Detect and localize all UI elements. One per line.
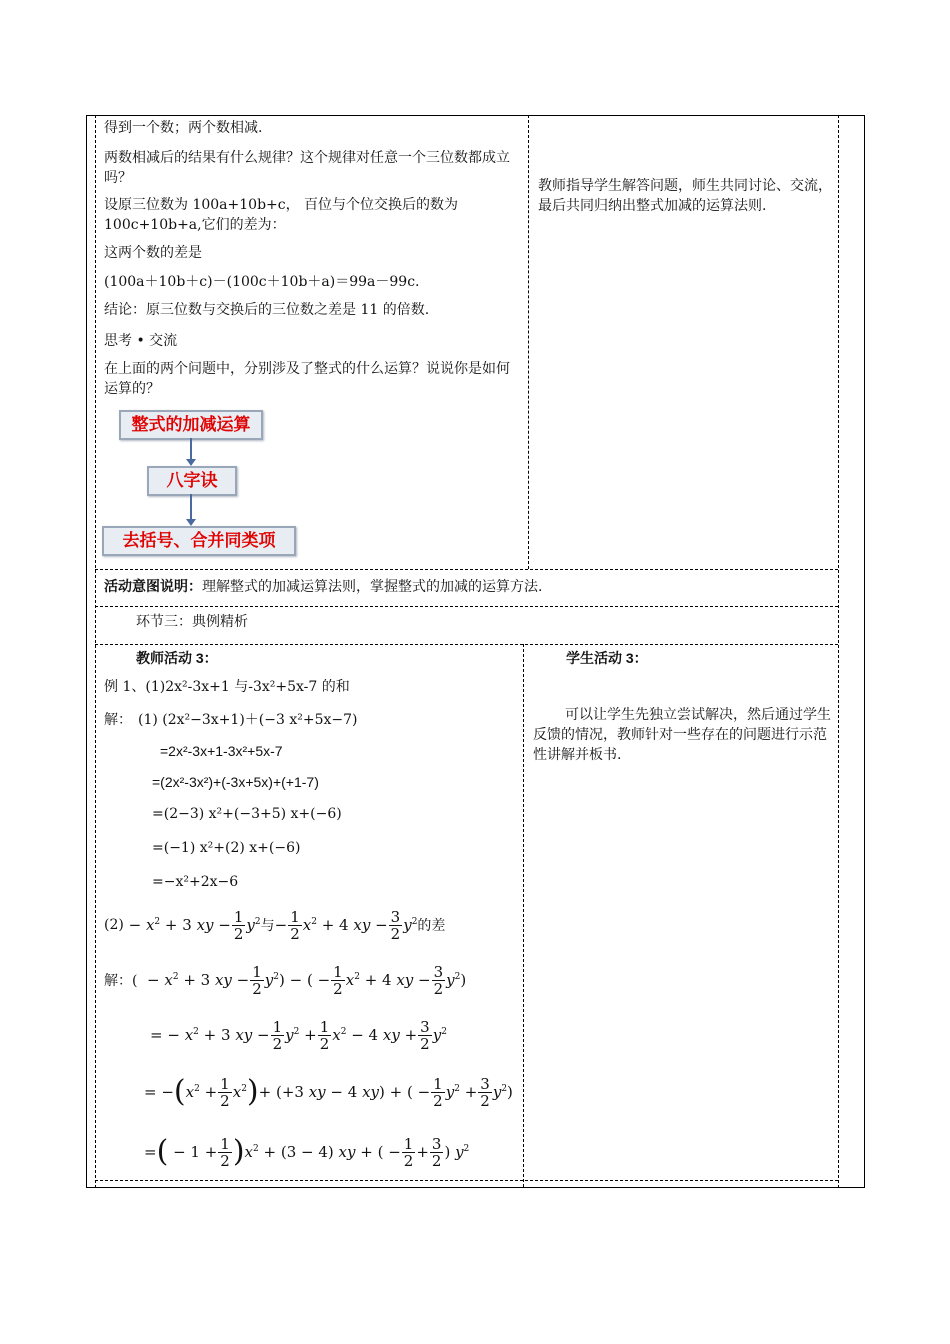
fraction-half: $\frac{1}{2}$ <box>252 962 262 998</box>
step-3: =(2x²-3x²)+(-3x+5x)+(+1-7) <box>152 774 319 790</box>
flow-arrowhead-2 <box>186 519 196 526</box>
fraction-three-halves: $\frac{3}{2}$ <box>433 962 444 998</box>
table-top-border <box>86 115 865 116</box>
sol2-l3-c: $x^2$ <box>232 1083 247 1101</box>
fraction-half: $\frac{1}{2}$ <box>319 1017 330 1053</box>
fraction-half: $\frac{1}{2}$ <box>220 1074 230 1110</box>
step-6: =−x²+2x−6 <box>152 874 239 890</box>
sol2-l2-c: $x^2 - 4$ xy + <box>332 1026 418 1044</box>
sol2-l2-b: $y^2$ + <box>285 1026 317 1044</box>
problem-2-statement <box>104 905 445 945</box>
table-right-border <box>864 115 865 1188</box>
sol2-l4-d: + <box>416 1143 429 1161</box>
flow-arrow-2 <box>190 494 192 520</box>
paren-open: ( <box>156 1134 169 1169</box>
think-question: 在上面的两个问题中，分别涉及了整式的什么运算？说说你是如何运算的？ <box>104 361 510 397</box>
sol2-l1-a: − $x^2 + 3$ xy − <box>137 971 250 989</box>
difference-expression: (100a＋10b＋c)－(100c＋10b＋a)＝99a－99c. <box>104 274 420 290</box>
sol2-l3-a: = − <box>144 1083 174 1101</box>
example-1-text: 例 1、(1)2x²-3x+1 与-3x²+5x-7 的和 <box>104 679 350 695</box>
problem-2-expr-a-tail: $y^2$ <box>246 916 261 934</box>
think-title: 思考 • 交流 <box>104 333 178 349</box>
sol2-l1-b: $y^2$) − ( − <box>264 971 331 989</box>
paren-close: ) <box>246 1074 259 1109</box>
section-3-title: 环节三：典例精析 <box>136 614 248 630</box>
fraction-half: $\frac{1}{2}$ <box>272 1017 283 1053</box>
sol2-l1-d: $y^2$) <box>446 971 467 989</box>
problem-2-expr-a: − $x^2 + 3$ xy − <box>123 916 231 934</box>
row-divider-3 <box>95 644 838 645</box>
solution-2-line-4 <box>144 1130 469 1174</box>
solution-label: 解： <box>104 712 132 728</box>
intent-row <box>104 576 542 597</box>
fraction-three-halves: $\frac{3}{2}$ <box>420 1017 430 1053</box>
question-text: 两数相减后的结果有什么规律？这个规律对任意一个三位数都成立吗？ <box>104 150 510 186</box>
sol2-l4-e: ) $y^2$ <box>444 1143 470 1161</box>
top-col-divider <box>528 115 529 569</box>
difference-label: 这两个数的差是 <box>104 245 202 261</box>
step-4: =(2−3) x²+(−3+5) x+(−6) <box>152 806 342 822</box>
sol2-l2-a: = − $x^2 + 3$ xy − <box>150 1026 270 1044</box>
text-line-1: 得到一个数；两个数相减. <box>104 120 263 136</box>
teacher-activity-3-title: 教师活动 3： <box>136 650 218 666</box>
sol2-l4-c: $x^2 + (3 - 4)$ xy + ( − <box>244 1143 401 1161</box>
table-inner-left-rule <box>95 115 96 1188</box>
bottom-col-divider <box>523 644 524 1187</box>
intent-text: 理解整式的加减运算法则，掌握整式的加减的运算方法. <box>202 579 543 595</box>
solution-2-line-2 <box>150 1015 447 1055</box>
sol2-l3-d: + (+3 xy − 4 xy) + ( − <box>258 1083 431 1101</box>
table-bottom-border <box>86 1187 865 1188</box>
fraction-half: $\frac{1}{2}$ <box>433 1074 443 1110</box>
student-activity-3-text: 可以让学生先独立尝试解决，然后通过学生反馈的情况，教师针对一些存在的问题进行示范性讲解并板书. <box>533 707 831 763</box>
student-activity-3-title: 学生活动 3： <box>566 650 648 666</box>
row-divider-1 <box>95 569 838 570</box>
flow-box-1: 整式的加减运算 <box>119 410 263 440</box>
sol2-l2-d: $y^2$ <box>432 1026 447 1044</box>
solution-2-line-1 <box>104 960 466 1000</box>
fraction-half: $\frac{1}{2}$ <box>333 962 343 998</box>
problem-2-expr-b: − <box>274 916 288 934</box>
table-inner-right-rule <box>838 115 839 1188</box>
problem-2-suffix: 的差 <box>417 918 446 934</box>
fraction-three-halves: $\frac{3}{2}$ <box>480 1074 490 1110</box>
intent-label: 活动意图说明： <box>104 578 202 594</box>
sol2-l1-c: $x^2 + 4$ xy − <box>345 971 431 989</box>
sol2-l3-b: $x^2$ + <box>185 1083 218 1101</box>
conclusion-text: 结论：原三位数与交换后的三位数之差是 11 的倍数. <box>104 302 430 318</box>
fraction-three-halves: $\frac{3}{2}$ <box>390 907 401 943</box>
flow-arrow-1 <box>190 438 192 460</box>
paren-open: ( <box>173 1074 186 1109</box>
fraction-half: $\frac{1}{2}$ <box>403 1134 414 1170</box>
paren-close: ) <box>232 1134 245 1169</box>
problem-2-prefix: (2) <box>104 917 124 933</box>
flow-box-2: 八字诀 <box>147 466 237 496</box>
step-1: (1) (2x²−3x+1)＋(−3 x²+5x−7) <box>138 712 358 728</box>
row-divider-2 <box>95 606 838 607</box>
row-divider-4 <box>95 1180 838 1181</box>
problem-2-expr-b-mid: $x^2 + 4$ xy − <box>302 916 388 934</box>
step-5: =(−1) x²+(2) x+(−6) <box>152 840 301 856</box>
setup-text: 设原三位数为 100a+10b+c， 百位与个位交换后的数为 100c+10b+a,它们的差为： <box>104 197 459 233</box>
fraction-half: $\frac{1}{2}$ <box>220 1134 230 1170</box>
solution-2-line-3 <box>144 1070 513 1114</box>
sol2-l4-a: = <box>144 1143 157 1161</box>
sol2-l4-b: − 1 + <box>168 1143 218 1161</box>
flow-box-3: 去括号、合并同类项 <box>102 526 296 556</box>
step-2: =2x²-3x+1-3x²+5x-7 <box>160 743 283 759</box>
problem-2-mid: 与 <box>260 918 275 934</box>
sol2-l3-e: $y^2$ + <box>445 1083 478 1101</box>
fraction-half: $\frac{1}{2}$ <box>290 907 300 943</box>
table-left-border <box>86 115 87 1188</box>
teacher-guidance-note: 教师指导学生解答问题，师生共同讨论、交流，最后共同归纳出整式加减的运算法则. <box>538 178 832 214</box>
fraction-three-halves: $\frac{3}{2}$ <box>431 1134 442 1170</box>
sol2-l3-f: $y^2$) <box>492 1083 513 1101</box>
fraction-half: $\frac{1}{2}$ <box>233 907 244 943</box>
solution-2-label: 解：( <box>104 973 138 989</box>
flow-arrowhead-1 <box>186 459 196 466</box>
problem-2-expr-b-tail: $y^2$ <box>403 916 418 934</box>
